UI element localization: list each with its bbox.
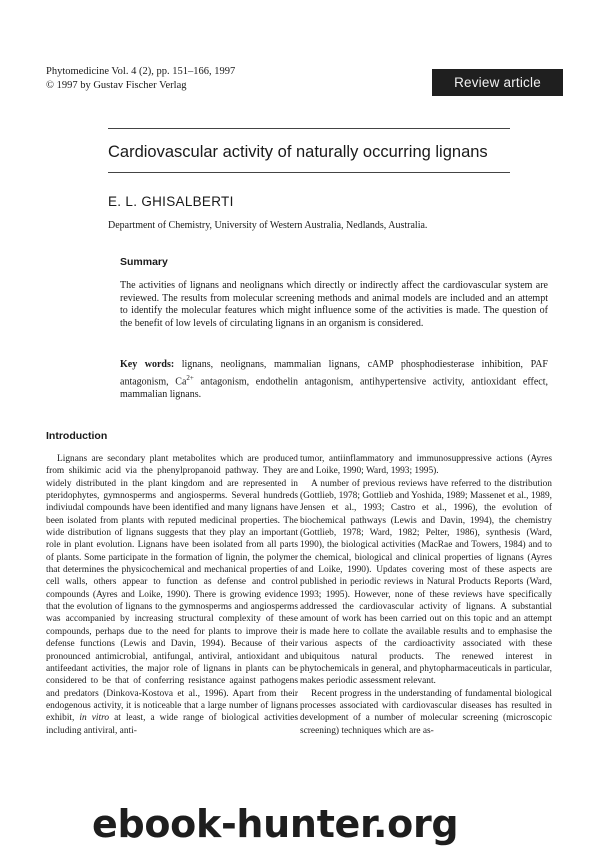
body-column-right [300, 453, 552, 737]
introduction-heading: Introduction [46, 430, 108, 442]
author-name: E. L. GHISALBERTI [108, 194, 234, 209]
intro-p1-text: Lignans are secondary plant metabolites which are produced from shikimic acid via the phenylpropanoid pathway. They are widely distributed in the plant kingdom and are represented in pteridophytes, gymnosperms and angiosperms. Several hundreds indiviudal compounds have been identified and many lignans have been isolated from plants with reputed medicinal properties. The wide distribution of lignans suggests that they play an important role in plant evolution. Lignans have been isolated from all parts of plants. Some participate in the formation of lignin, the polymer that determines the physicochemical and mechanical properties of cell walls, others appear to function as defense and control compounds (Ayres and Loike, 1990). There is growing evidence that the evolution of lignans to the gymnosperms and angiosperms was accompanied by increasing structural complexity of these compounds, perhaps due to the need for plants to improve their defense functions (Lewis and Davin, 1994). Because of their pronounced antimicrobial, antifungal, antiviral, antioxidant and antifeedant activities, the major role of lignans in plants can be considered to be that of conferring resistance against pathogens and predators (Dinkova-Kostova et al., 1996). Apart from their endogenous activity, it is noticeable that a large number of lignans exhibit, [46, 454, 298, 724]
intro-paragraph-1 [46, 453, 298, 737]
keywords-superscript: 2+ [186, 373, 194, 382]
author-affiliation: Department of Chemistry, University of Western Australia, Nedlands, Australia. [108, 220, 428, 231]
body-column-left [46, 453, 298, 737]
intro-paragraph-2: A number of previous reviews have referred to the distribution (Gottlieb, 1978; Gottlieb and Yoshida, 1989; Massenet et al., 1989, Jensen et al., 1993; Castro et al., 1996), the evolution of biochemical pathways (Lewis and Davin, 1994), the chemistry (Gottlieb, 1978; Ward, 1982; Pelter, 1986), synthesis (Ward, 1990), the biological activities (MacRae and Towers, 1984) and to the chemical, biological and clinical properties of lignans (Ayres and Loike, 1990). Updates covering most of these aspects are published in periodic reviews in Natural Products Reports (Ward, 1993; 1995). However, none of these reviews have specifically addressed the cardiovascular activity of lignans. A substantial amount of work has been carried out on this topic and an attempt is made here to collate the available results and to emphasise the various aspects of the cardioactivity associated with these ubiquitous natural products. The renewed interest in phytochemicals in general, and phytopharmaceuticals in particular, makes periodic assessment relevant. [300, 478, 552, 687]
journal-line: Phytomedicine Vol. 4 (2), pp. 151–166, 1997 [46, 66, 236, 77]
title-bottom-rule [108, 172, 510, 173]
intro-p1-italic: in vitro [79, 713, 110, 724]
intro-p1-text-end: at least, a wide range of biological activities including antiviral, anti- [46, 713, 298, 736]
intro-paragraph-1-continued: tumor, antiinflammatory and immunosuppressive actions (Ayres and Loike, 1990; Ward, 1993; 1995). [300, 454, 552, 477]
title-top-rule [108, 128, 510, 129]
summary-text: The activities of lignans and neolignans which directly or indirectly affect the cardiovascular system are reviewed. The results from molecular screening methods and animal models are included and an attempt to identify the molecular features which might influence some of the activities is made. The question of the benefit of low levels of circulating lignans in an organism is considered. [120, 280, 548, 329]
intro-paragraph-3: Recent progress in the understanding of fundamental biological processes associated with cardiovascular diseases has resulted in development of a number of molecular screening (microscopic screening) techniques which are as- [300, 688, 552, 736]
article-title: Cardiovascular activity of naturally occurring lignans [108, 143, 488, 161]
copyright-line: © 1997 by Gustav Fischer Verlag [46, 80, 187, 91]
keywords-label: Key words: [120, 359, 175, 370]
keywords [120, 359, 548, 401]
keywords-text-1: lignans, neolignans, mammalian lignans, cAMP phosphodiesterase inhibition, PAF antagonism, Ca [120, 359, 548, 387]
article-type-badge: Review article [432, 69, 563, 96]
keywords-text-2: antagonism, endothelin antagonism, antihypertensive activity, antioxidant effect, mammalian lignans. [120, 375, 548, 400]
journal-citation [46, 65, 235, 93]
watermark-text: ebook-hunter.org [92, 802, 459, 846]
summary-heading: Summary [120, 256, 168, 268]
